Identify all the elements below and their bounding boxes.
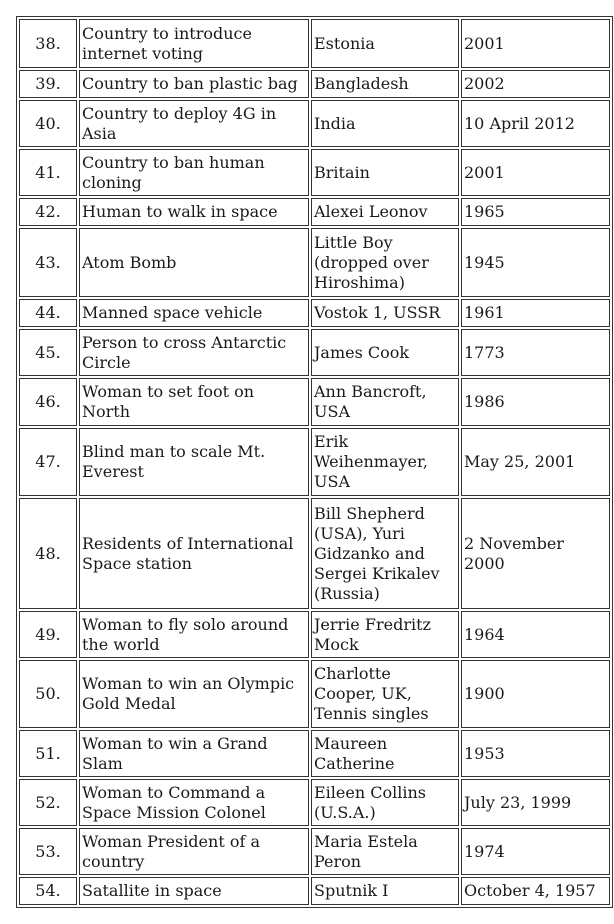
row-number-cell: 54. (19, 877, 77, 905)
row-number-cell: 39. (19, 70, 77, 98)
item-cell: Country to ban plastic bag (79, 70, 309, 98)
table-row (19, 877, 610, 905)
date-cell: 1974 (461, 828, 610, 875)
answer-cell: James Cook (311, 329, 459, 376)
answer-cell: Jerrie Fredritz Mock (311, 611, 459, 658)
row-number-cell: 48. (19, 498, 77, 609)
table-row (19, 149, 610, 196)
row-number-cell: 41. (19, 149, 77, 196)
date-cell: 1965 (461, 198, 610, 226)
row-number-cell: 44. (19, 299, 77, 327)
item-cell: Woman to win a Grand Slam (79, 730, 309, 777)
answer-cell: Little Boy (dropped over Hiroshima) (311, 228, 459, 297)
row-number-cell: 53. (19, 828, 77, 875)
answer-cell: India (311, 100, 459, 147)
firsts-facts-table (16, 16, 613, 908)
item-cell: Woman to Command a Space Mission Colonel (79, 779, 309, 826)
answer-cell: Maria Estela Peron (311, 828, 459, 875)
item-cell: Human to walk in space (79, 198, 309, 226)
table-row (19, 198, 610, 226)
row-number-cell: 52. (19, 779, 77, 826)
item-cell: Satallite in space (79, 877, 309, 905)
answer-cell: Estonia (311, 19, 459, 68)
date-cell: May 25, 2001 (461, 428, 610, 496)
date-cell: 1900 (461, 660, 610, 728)
date-cell: 1945 (461, 228, 610, 297)
date-cell: 10 April 2012 (461, 100, 610, 147)
date-cell: 1986 (461, 378, 610, 426)
answer-cell: Maureen Catherine (311, 730, 459, 777)
table-row (19, 611, 610, 658)
item-cell: Atom Bomb (79, 228, 309, 297)
table-row (19, 779, 610, 826)
row-number-cell: 45. (19, 329, 77, 376)
item-cell: Woman to fly solo around the world (79, 611, 309, 658)
row-number-cell: 50. (19, 660, 77, 728)
answer-cell: Britain (311, 149, 459, 196)
row-number-cell: 46. (19, 378, 77, 426)
row-number-cell: 47. (19, 428, 77, 496)
item-cell: Country to introduce internet voting (79, 19, 309, 68)
answer-cell: Sputnik I (311, 877, 459, 905)
table-row (19, 428, 610, 496)
answer-cell: Eileen Collins (U.S.A.) (311, 779, 459, 826)
date-cell: July 23, 1999 (461, 779, 610, 826)
table-row (19, 19, 610, 68)
item-cell: Woman President of a country (79, 828, 309, 875)
answer-cell: Vostok 1, USSR (311, 299, 459, 327)
date-cell: 1953 (461, 730, 610, 777)
item-cell: Blind man to scale Mt. Everest (79, 428, 309, 496)
answer-cell: Bill Shepherd (USA), Yuri Gidzanko and Sergei Krikalev (Russia) (311, 498, 459, 609)
item-cell: Person to cross Antarctic Circle (79, 329, 309, 376)
answer-cell: Alexei Leonov (311, 198, 459, 226)
row-number-cell: 43. (19, 228, 77, 297)
date-cell: 1773 (461, 329, 610, 376)
table-row (19, 299, 610, 327)
item-cell: Woman to set foot on North (79, 378, 309, 426)
answer-cell: Ann Bancroft, USA (311, 378, 459, 426)
table-row (19, 228, 610, 297)
table-row (19, 498, 610, 609)
answer-cell: Bangladesh (311, 70, 459, 98)
row-number-cell: 49. (19, 611, 77, 658)
answer-cell: Charlotte Cooper, UK, Tennis singles (311, 660, 459, 728)
item-cell: Woman to win an Olympic Gold Medal (79, 660, 309, 728)
facts-table-body (19, 19, 610, 905)
answer-cell: Erik Weihenmayer, USA (311, 428, 459, 496)
table-row (19, 828, 610, 875)
table-row (19, 660, 610, 728)
date-cell: 1961 (461, 299, 610, 327)
item-cell: Country to deploy 4G in Asia (79, 100, 309, 147)
item-cell: Residents of International Space station (79, 498, 309, 609)
date-cell: 2001 (461, 149, 610, 196)
row-number-cell: 40. (19, 100, 77, 147)
item-cell: Country to ban human cloning (79, 149, 309, 196)
table-row (19, 730, 610, 777)
date-cell: 2002 (461, 70, 610, 98)
item-cell: Manned space vehicle (79, 299, 309, 327)
row-number-cell: 38. (19, 19, 77, 68)
date-cell: 2001 (461, 19, 610, 68)
table-row (19, 100, 610, 147)
row-number-cell: 51. (19, 730, 77, 777)
table-row (19, 70, 610, 98)
date-cell: 2 November 2000 (461, 498, 610, 609)
date-cell: October 4, 1957 (461, 877, 610, 905)
table-row (19, 329, 610, 376)
date-cell: 1964 (461, 611, 610, 658)
row-number-cell: 42. (19, 198, 77, 226)
table-row (19, 378, 610, 426)
